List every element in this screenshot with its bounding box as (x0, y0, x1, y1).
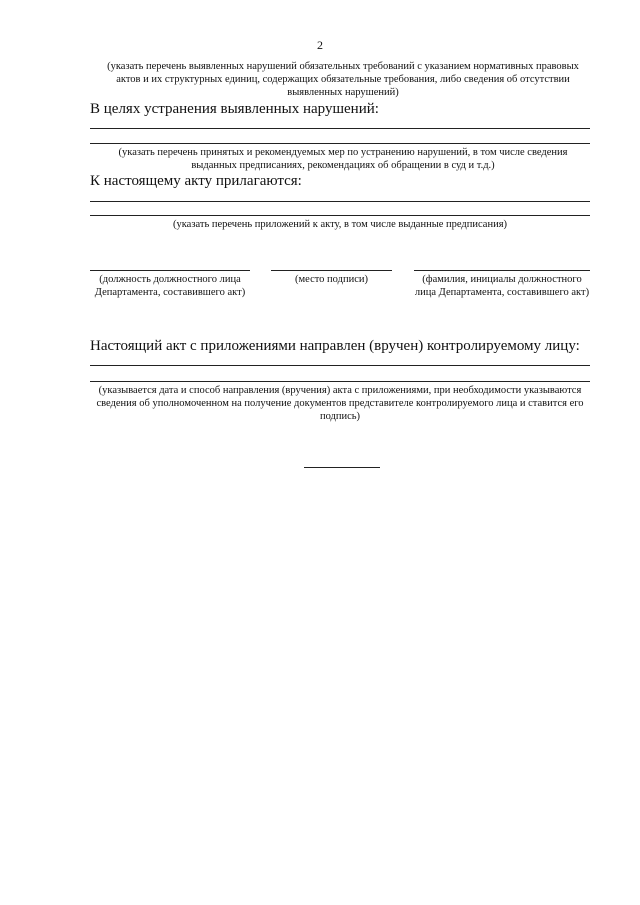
delivery-line-2 (90, 381, 590, 382)
measures-heading: В целях устранения выявленных нарушений: (90, 101, 379, 117)
page-number: 2 (317, 38, 323, 52)
measures-line-1 (90, 128, 590, 129)
signature-position-line (90, 270, 250, 271)
signature-position-caption: (должность должностного лица Департамента, составившего акт) (94, 274, 246, 298)
attachments-line-2 (90, 215, 590, 216)
measures-line-2 (90, 143, 590, 144)
signature-name-caption: (фамилия, инициалы должностного лица Департамента, составившего акт) (414, 274, 590, 298)
attachments-heading: К настоящему акту прилагаются: (90, 173, 302, 189)
violations-caption: (указать перечень выявленных нарушений обязательных требований с указанием нормативных правовых актов и их структурных единиц, содержащих обязательные требования, либо сведения об отсутствии выявленных нарушений) (107, 61, 579, 98)
delivery-line-1 (90, 365, 590, 366)
closing-line (304, 467, 380, 468)
attachments-line-1 (90, 201, 590, 202)
attachments-caption: (указать перечень приложений к акту, в том числе выданные предписания) (172, 219, 508, 230)
signature-name-line (414, 270, 590, 271)
measures-caption: (указать перечень принятых и рекомендуемых мер по устранению нарушений, в том числе сведения выданных предписаниях, рекомендациях об обращении в суд и т.д.) (118, 147, 568, 171)
signature-place-caption: (место подписи) (295, 274, 368, 285)
delivery-caption: (указывается дата и способ направления (вручения) акта с приложениями, при необходимости указываются сведения об уполномоченном на получение документов представителе контролируемого лица и ставится его подпись) (96, 385, 584, 422)
delivery-heading: Настоящий акт с приложениями направлен (вручен) контролируемому лицу: (90, 338, 580, 354)
signature-place-line (271, 270, 392, 271)
